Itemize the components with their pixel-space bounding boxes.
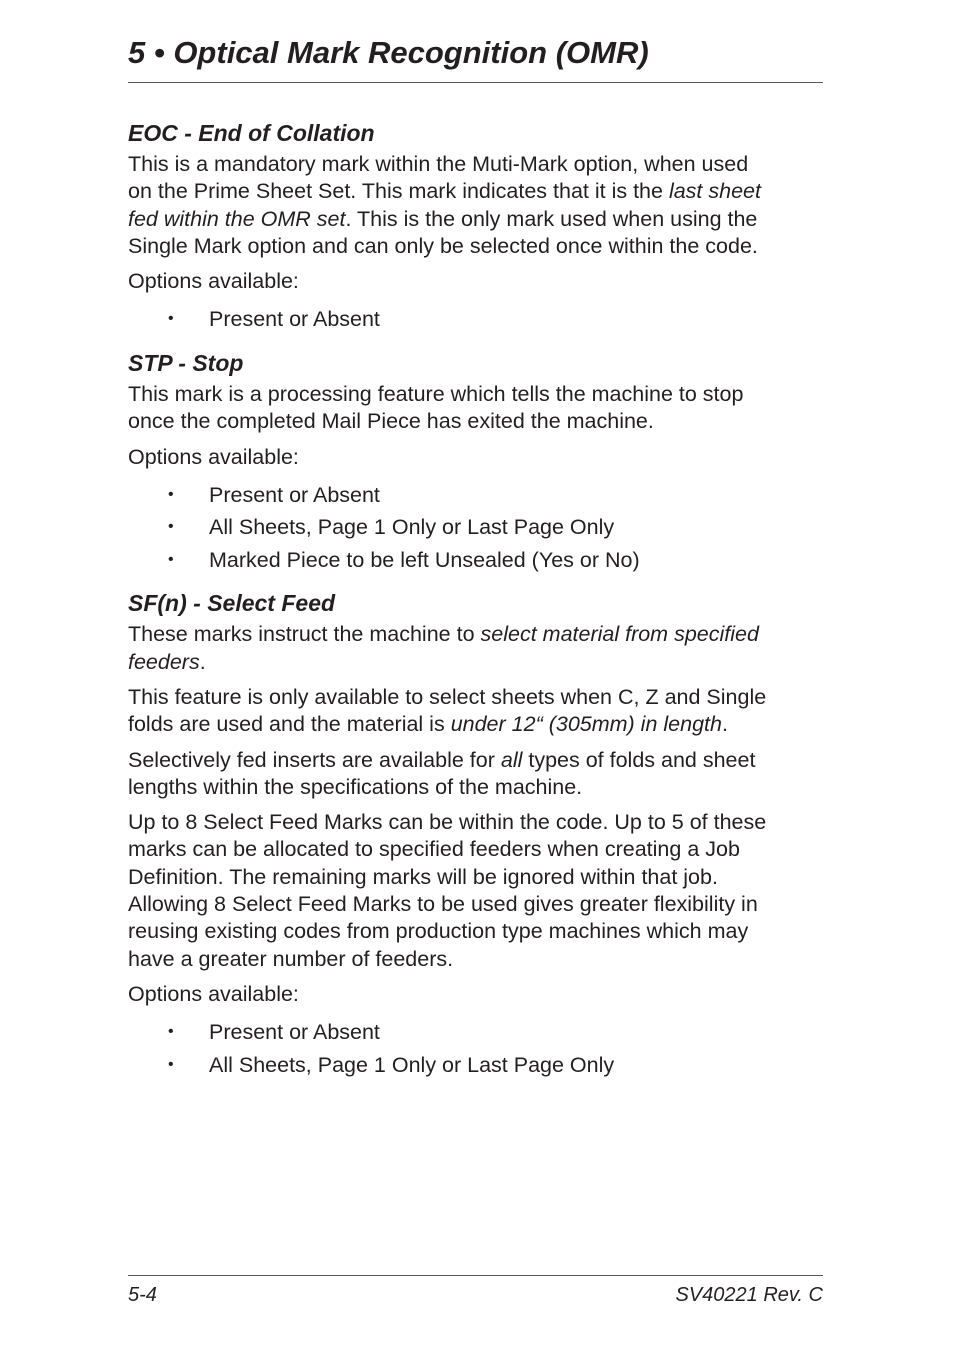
section-eoc [128,116,818,346]
page-number: 5-4 [128,1284,157,1306]
section-heading: STP - Stop [128,349,244,376]
text-segment: These marks instruct the machine to [128,622,481,647]
section-heading: SF(n) - Select Feed [128,590,336,617]
emphasis-text: under 12“ (305mm) in length [450,712,722,737]
bullet-icon: • [168,485,174,503]
page-footer [128,1275,823,1316]
text-segment: reusing existing codes from production type machines which may [128,919,749,944]
list-item-text: Present or Absent [209,307,380,332]
list-item-text: Present or Absent [209,1020,380,1045]
paragraph [128,151,818,260]
emphasis-text: last sheet [668,179,761,204]
document-body [128,116,818,1081]
text-segment: marks can be allocated to specified feeders when creating a Job [128,837,740,862]
text-segment: Single Mark option and can only be selected once within the code. [128,233,758,258]
bullet-icon: • [168,518,174,536]
options-list [128,479,818,577]
paragraph [128,621,818,676]
text-segment: This feature is only available to select sheets when C, Z and Single [128,684,767,709]
list-item-text: All Sheets, Page 1 Only or Last Page Only [209,1052,615,1077]
section-spacer [128,336,818,346]
paragraph [128,268,818,295]
options-list [128,303,818,336]
bullet-icon: • [168,310,174,328]
list-item-text: All Sheets, Page 1 Only or Last Page Only [209,515,615,540]
text-segment: on the Prime Sheet Set. This mark indicates that it is the [128,179,669,204]
text-segment: folds are used and the material is [128,712,451,737]
text-segment: once the completed Mail Piece has exited the machine. [128,409,654,434]
text-segment: Up to 8 Select Feed Marks can be within the code. Up to 5 of these [128,810,767,835]
bullet-icon: • [168,1023,174,1041]
list-item [128,544,818,577]
bullet-icon: • [168,550,174,568]
paragraph [128,444,818,471]
paragraph [128,381,818,436]
chapter-title: 5 • Optical Mark Recognition (OMR) [128,35,649,70]
list-item [128,1049,818,1082]
text-segment: Options available: [128,981,299,1006]
list-item-text: Marked Piece to be left Unsealed (Yes or No) [209,547,640,572]
text-segment: have a greater number of feeders. [128,946,454,971]
text-segment: . [721,712,728,737]
list-item [128,1016,818,1049]
section-stp [128,346,818,586]
list-item [128,511,818,544]
emphasis-text: all [500,747,523,772]
section-sf [128,586,818,1081]
text-segment: Definition. The remaining marks will be ignored within that job. [128,864,718,889]
section-spacer [128,576,818,586]
section-heading: EOC - End of Collation [128,120,375,146]
text-segment: types of folds and sheet [522,747,756,772]
text-segment: . This is the only mark used when using the [345,206,758,231]
text-segment: Selectively fed inserts are available for [128,747,501,772]
list-item [128,303,818,336]
emphasis-text: fed within the OMR set [128,206,346,231]
paragraph [128,684,818,739]
text-segment: This mark is a processing feature which tells the machine to stop [128,381,744,406]
list-item [128,479,818,512]
page-header [128,30,823,83]
text-segment: lengths within the specifications of the machine. [128,774,583,799]
doc-revision: SV40221 Rev. C [675,1284,823,1306]
bullet-icon: • [168,1055,174,1073]
text-segment: Options available: [128,269,299,294]
options-list [128,1016,818,1081]
emphasis-text: feeders [128,649,200,674]
paragraph [128,981,818,1008]
text-segment: Allowing 8 Select Feed Marks to be used gives greater flexibility in [128,892,758,917]
paragraph [128,747,818,802]
list-item-text: Present or Absent [209,482,380,507]
text-segment: . [199,649,206,674]
text-segment: This is a mandatory mark within the Muti-Mark option, when used [128,152,749,176]
text-segment: Options available: [128,444,299,469]
paragraph [128,809,818,973]
emphasis-text: select material from specified [480,622,759,647]
